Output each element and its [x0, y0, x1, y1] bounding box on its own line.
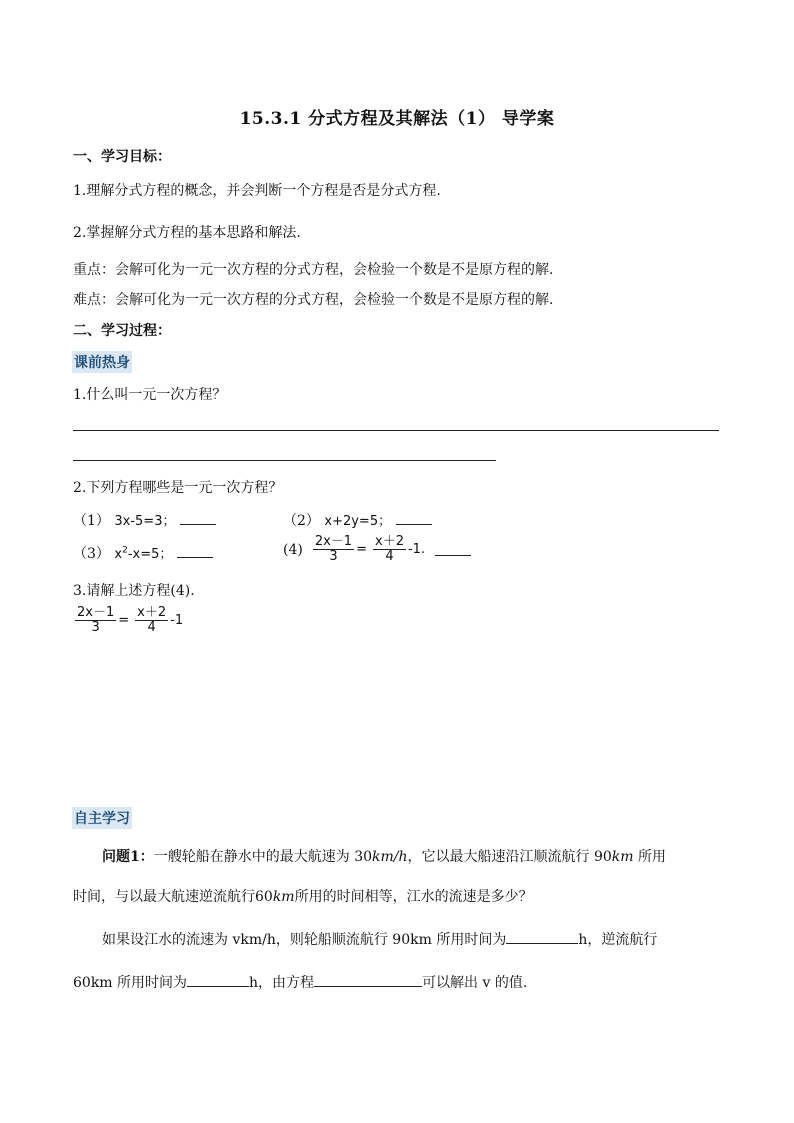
unit: km/h — [372, 849, 408, 865]
answer-blank[interactable] — [177, 545, 213, 558]
problem-text: 60km 所用时间为 — [73, 975, 188, 991]
fraction-denominator: 4 — [147, 620, 156, 635]
answer-blank[interactable] — [506, 931, 578, 944]
goal-2: 2.掌握解分式方程的基本思路和解法. — [73, 225, 301, 241]
equation-tail: -1. — [407, 542, 426, 557]
equation-item-4 — [283, 535, 471, 564]
fraction-numerator: 2x－1 — [77, 605, 115, 620]
equals-sign: = — [356, 542, 367, 557]
fraction-numerator: x＋2 — [375, 534, 404, 549]
problem-1-line-1 — [102, 846, 666, 866]
equation-item-2 — [283, 510, 432, 530]
difficult-point: 难点：会解可化为一元一次方程的分式方程，会检验一个数是不是原方程的解. — [73, 292, 554, 308]
exponent: 2 — [122, 545, 128, 556]
problem-text: 一艘轮船在静水中的最大航速为 30 — [153, 849, 373, 865]
fraction-denominator: 4 — [385, 549, 394, 564]
equation-part: x — [114, 547, 123, 562]
section-heading-goals: 一、学习目标： — [73, 149, 171, 165]
item-number: （3） — [73, 546, 110, 562]
problem-text: h，由方程 — [249, 975, 315, 991]
unit: km — [272, 889, 295, 905]
warmup-label: 课前热身 — [72, 351, 132, 373]
equation-blank[interactable] — [314, 974, 422, 987]
answer-blank[interactable] — [180, 512, 216, 525]
item-number: (4) — [283, 541, 303, 558]
fraction-left — [75, 606, 116, 635]
equation-text: 3x-5=3； — [114, 514, 176, 529]
answer-blank[interactable] — [187, 974, 249, 987]
problem-text: 可以解出 v 的值. — [422, 975, 528, 991]
fraction-denominator: 3 — [91, 620, 100, 635]
equation-to-solve — [73, 606, 183, 635]
problem-text: ，它以最大船速沿江顺流航行 90 — [407, 849, 612, 865]
unit: km — [611, 849, 634, 865]
fraction-numerator: x＋2 — [137, 605, 167, 620]
self-study-label: 自主学习 — [72, 807, 132, 829]
item-number: （1） — [73, 513, 110, 529]
problem-1-line-2 — [73, 886, 533, 906]
problem-text: 所用 — [633, 849, 666, 865]
fraction-denominator: 3 — [329, 549, 338, 564]
goal-1: 1.理解分式方程的概念，并会判断一个方程是否是分式方程. — [73, 183, 441, 199]
equation-text — [114, 547, 172, 562]
equation-part: -x=5； — [127, 547, 173, 562]
problem-text: 所用的时间相等，江水的流速是多少？ — [294, 889, 533, 905]
equation-text: x+2y=5； — [324, 514, 392, 529]
answer-blank[interactable] — [396, 512, 432, 525]
fraction-numerator: 2x－1 — [314, 534, 353, 549]
fraction-right — [135, 606, 168, 635]
question-2: 2.下列方程哪些是一元一次方程？ — [73, 480, 283, 496]
problem-text: h，逆流航行 — [578, 932, 658, 948]
item-number: （2） — [283, 513, 320, 529]
fraction-left — [313, 535, 354, 564]
answer-line-1 — [73, 430, 719, 431]
key-point: 重点：会解可化为一元一次方程的分式方程，会检验一个数是不是原方程的解. — [73, 262, 554, 278]
equation-item-3 — [73, 543, 213, 563]
answer-line-2 — [73, 460, 496, 461]
answer-blank[interactable] — [435, 543, 471, 556]
question-3: 3.请解上述方程(4). — [73, 583, 195, 599]
equation-item-1 — [73, 510, 216, 530]
problem-1-line-3 — [102, 929, 657, 949]
fraction-right — [373, 535, 406, 564]
page-title: 15.3.1 分式方程及其解法（1） 导学案 — [239, 109, 555, 129]
question-1: 1.什么叫一元一次方程？ — [73, 387, 227, 403]
problem-text: 时间，与以最大航速逆流航行60 — [73, 889, 273, 905]
section-heading-process: 二、学习过程： — [73, 323, 171, 339]
problem-text: 如果设江水的流速为 vkm/h，则轮船顺流航行 90km 所用时间为 — [102, 932, 507, 948]
problem-1-line-4 — [73, 972, 527, 992]
equation-tail: -1 — [170, 613, 184, 628]
equals-sign: = — [118, 613, 130, 628]
problem-label: 问题1： — [102, 849, 154, 865]
